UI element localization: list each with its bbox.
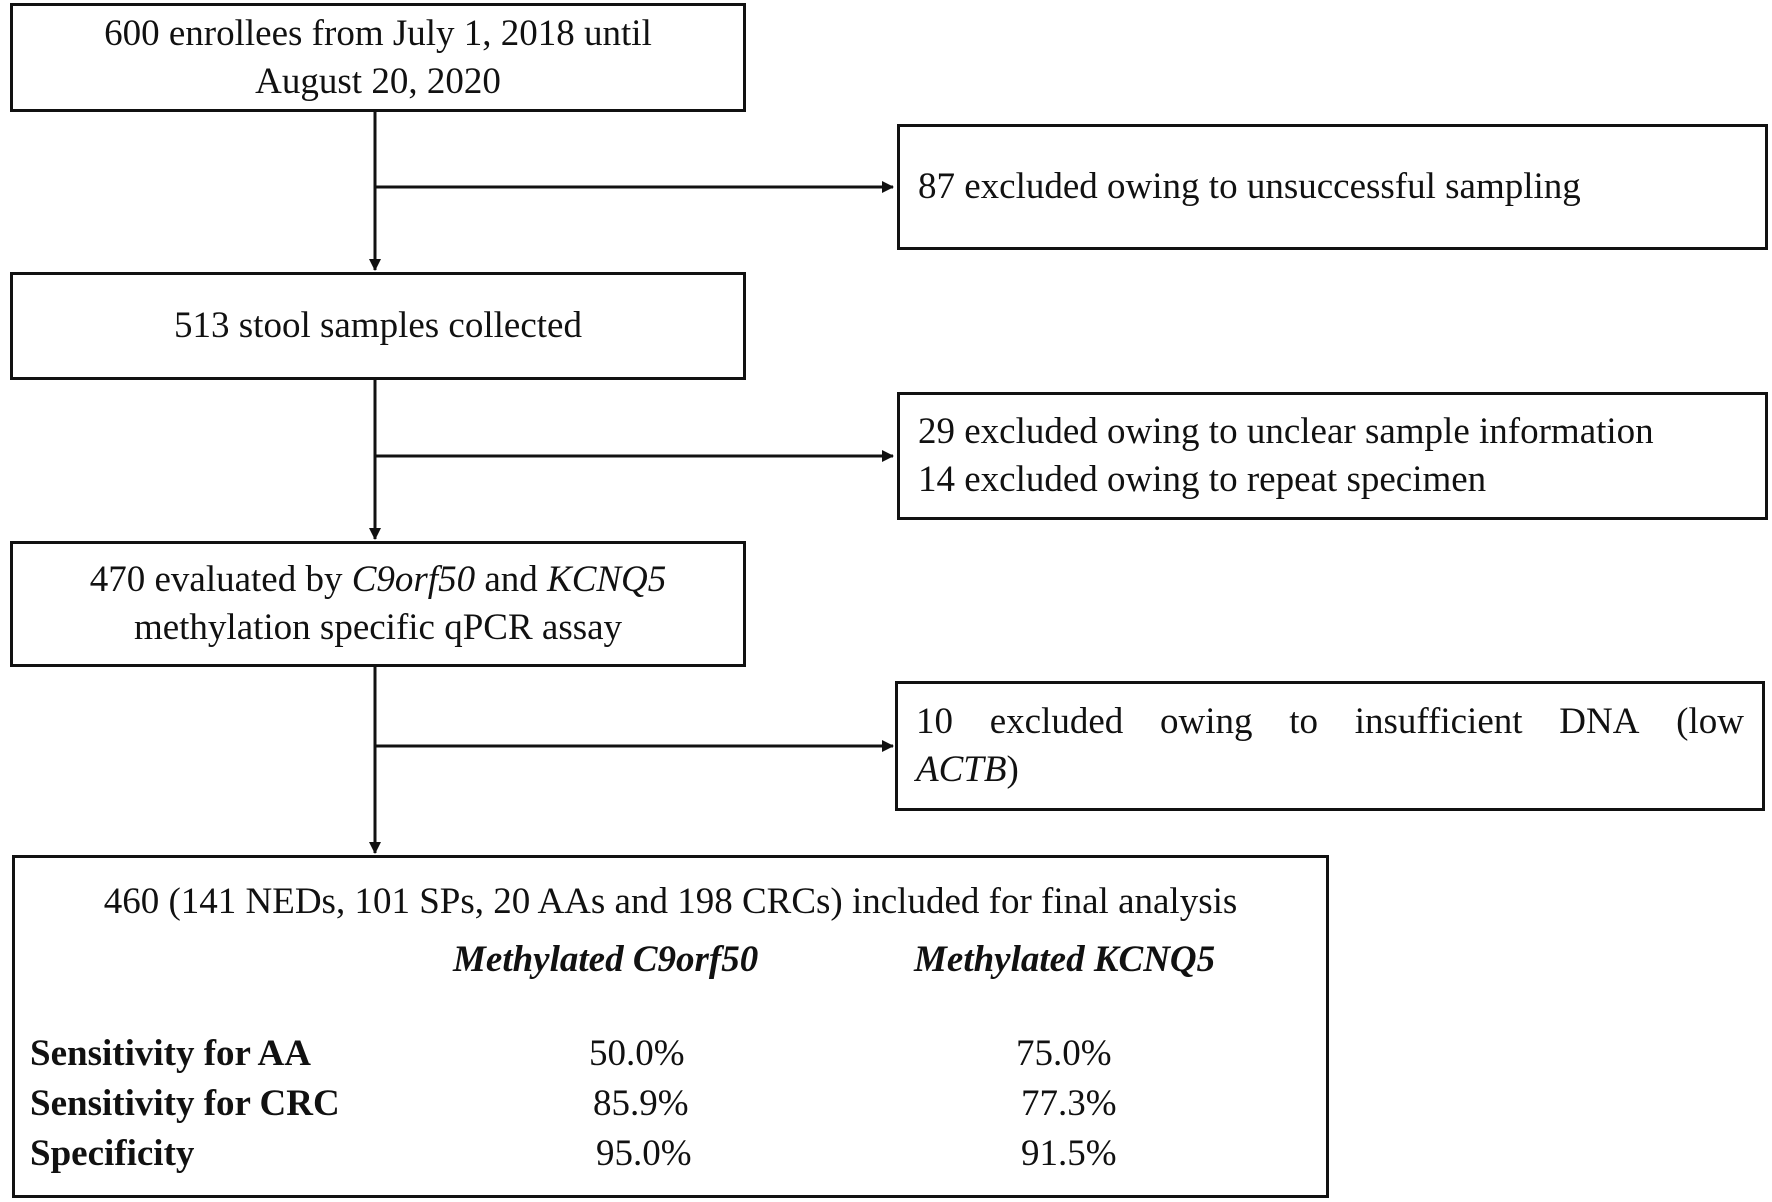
stool-samples-box xyxy=(10,272,746,380)
row-label-sensitivity-crc: Sensitivity for CRC xyxy=(30,1083,340,1124)
evaluated-box xyxy=(10,541,746,667)
row-label-specificity: Specificity xyxy=(30,1133,195,1174)
excluded-sampling-box xyxy=(897,124,1768,250)
value-kcnq5-sensitivity-aa: 75.0% xyxy=(1016,1033,1112,1074)
excluded-dna-word: (low xyxy=(1676,701,1744,742)
value-kcnq5-specificity: 91.5% xyxy=(1021,1133,1117,1174)
row-label-sensitivity-aa: Sensitivity for AA xyxy=(30,1033,311,1074)
excluded-dna-word: to xyxy=(1289,701,1318,742)
final-analysis-title: 460 (141 NEDs, 101 SPs, 20 AAs and 198 CRCs) included for final analysis xyxy=(103,881,1238,922)
gene-kcnq5: KCNQ5 xyxy=(547,559,667,600)
excluded-info-box xyxy=(897,392,1768,520)
gene-c9orf50: C9orf50 xyxy=(351,559,476,600)
final-analysis-box xyxy=(12,855,1329,1198)
evaluated-line2: methylation specific qPCR assay xyxy=(133,607,623,648)
enrollees-box xyxy=(10,3,746,112)
excluded-dna-word: owing xyxy=(1159,701,1253,742)
excluded-dna-word: 10 xyxy=(916,701,953,742)
excluded-unclear-info-text: 29 excluded owing to unclear sample information xyxy=(918,411,1654,452)
excluded-dna-word: excluded xyxy=(989,701,1124,742)
excluded-sampling-text: 87 excluded owing to unsuccessful sampling xyxy=(918,166,1581,207)
value-kcnq5-sensitivity-crc: 77.3% xyxy=(1021,1083,1117,1124)
excluded-dna-line1 xyxy=(916,698,1762,746)
enrollees-line2: August 20, 2020 xyxy=(255,60,501,102)
excluded-dna-box xyxy=(895,681,1765,811)
enrollees-line1: 600 enrollees from July 1, 2018 until xyxy=(104,12,652,54)
column-header-kcnq5: Methylated KCNQ5 xyxy=(914,939,1216,980)
evaluated-prefix: 470 evaluated by xyxy=(89,559,352,600)
excluded-dna-suffix: ) xyxy=(1006,749,1019,790)
stool-samples-text: 513 stool samples collected xyxy=(174,305,582,346)
evaluated-middle: and xyxy=(475,559,548,600)
excluded-repeat-specimen-text: 14 excluded owing to repeat specimen xyxy=(918,459,1487,500)
excluded-dna-word: DNA xyxy=(1559,701,1640,742)
value-c9orf50-specificity: 95.0% xyxy=(596,1133,692,1174)
value-c9orf50-sensitivity-crc: 85.9% xyxy=(593,1083,689,1124)
excluded-dna-line2 xyxy=(916,746,1762,794)
excluded-dna-word: insufficient xyxy=(1354,701,1523,742)
column-header-c9orf50: Methylated C9orf50 xyxy=(453,939,759,980)
evaluated-line1 xyxy=(90,556,667,604)
value-c9orf50-sensitivity-aa: 50.0% xyxy=(589,1033,685,1074)
gene-actb: ACTB xyxy=(916,749,1007,790)
